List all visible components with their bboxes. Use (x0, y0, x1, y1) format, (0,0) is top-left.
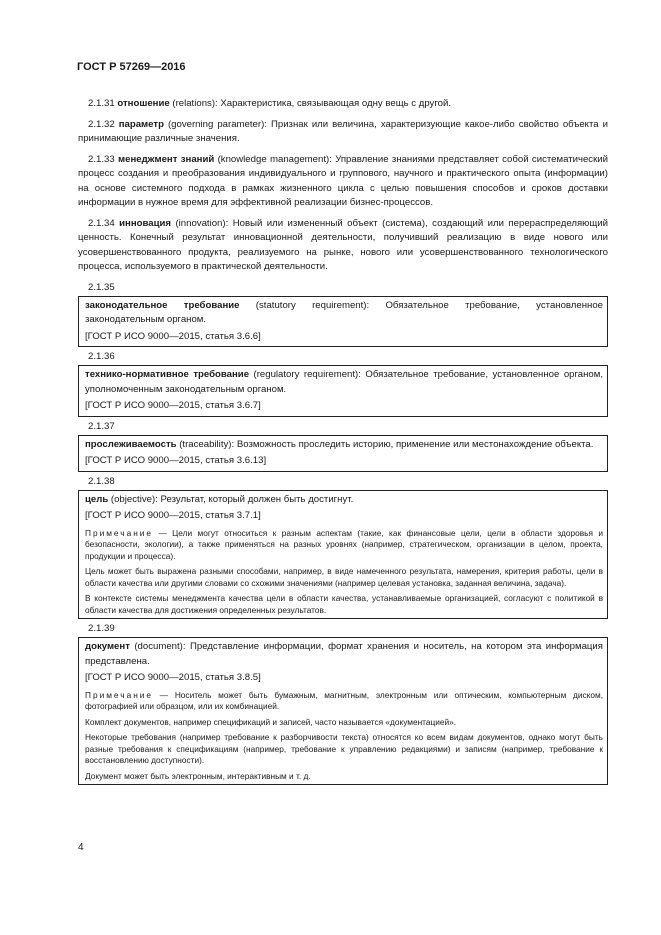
definition-text: Представление информации, формат хранения и носитель, на котором эта информация представлена. (85, 641, 603, 667)
definition-number: 2.1.34 (88, 217, 115, 229)
definition-term: параметр (118, 118, 164, 130)
definition-number: 2.1.33 (88, 153, 115, 165)
definition-body (85, 493, 603, 508)
definition-body (85, 438, 603, 453)
source-reference: [ГОСТ Р ИСО 9000—2015, статья 3.8.5] (85, 672, 261, 683)
definition-box-2-1-39 (78, 637, 608, 785)
definition-text: Обязательное требование, установленное органом, уполномоченным законодательным органом. (85, 369, 604, 395)
note (85, 528, 603, 563)
definition-english: (relations): (169, 98, 221, 109)
definition-term: прослеживаемость (85, 438, 177, 450)
definition-english: (statutory requirement): (239, 299, 386, 311)
definition-term: цель (85, 493, 109, 505)
note-paragraph: Цель может быть выражена разными способами, например, в виде намеченного результата, намерения, критерия работы, цели в области качества или другими словами со схожими значениями (например целевая установка, заданная величина, задача). (85, 566, 603, 588)
definition-number: 2.1.39 (88, 623, 115, 634)
note-label: Примечание (85, 527, 154, 538)
document-header: ГОСТ Р 57269—2016 (77, 61, 186, 73)
source-reference: [ГОСТ Р ИСО 9000—2015, статья 3.6.6] (85, 330, 261, 342)
source-reference: [ГОСТ Р ИСО 9000—2015, статья 3.6.13] (85, 455, 267, 466)
definition-2-1-32 (78, 118, 608, 147)
note-text: — Цели могут относиться к разным аспектам (такие, как финансовые цели, цели в области здоровья и безопасности, экологии), а также применяться на разных уровнях (например, стратегическом, организации в целом, проекта, продукции и процесса). (85, 527, 603, 561)
note (85, 690, 603, 713)
definition-text: Результат, который должен быть достигнут. (160, 493, 354, 505)
definition-text: Новый или измененный объект (система), создающий или перераспределяющий ценность. Конечный результат инновационной деятельности, получивший реализацию в виде нового или усовершенствованного продукта, реализуемого на рынке, нового или усовершенствованного технологического процесса, используемого в практической деятельности. (78, 217, 608, 272)
definition-term: документ (85, 641, 130, 652)
definition-box-2-1-36 (78, 365, 608, 417)
definition-body (85, 640, 603, 669)
definition-2-1-34 (78, 217, 608, 275)
source-reference: [ГОСТ Р ИСО 9000—2015, статья 3.6.7] (85, 400, 261, 411)
source-reference: [ГОСТ Р ИСО 9000—2015, статья 3.7.1] (85, 510, 261, 521)
definition-body (85, 368, 603, 397)
definition-english: (innovation): (171, 217, 233, 229)
note-paragraph: Некоторые требования (например требование к разборчивости текста) относятся ко всем видам документов, однако могут быть разные требования к спецификациям (например, требование к управлению редакциями) и записям (например, требование к восстановлению доступности). (85, 732, 603, 765)
definition-english: (objective): (108, 493, 161, 505)
definition-english: (regulatory requirement): (249, 369, 366, 380)
definition-text: Обязательное требование, установленное законодательным органом. (85, 299, 603, 325)
note-paragraph: Комплект документов, например спецификаций и записей, часто называется «документацией». (85, 716, 457, 727)
definition-number: 2.1.31 (88, 98, 115, 109)
definition-english: (governing parameter): (163, 118, 271, 130)
definition-box-2-1-35 (78, 296, 608, 348)
definition-2-1-31 (78, 97, 608, 112)
definition-box-2-1-37 (78, 435, 608, 472)
definition-english: (knowledge management): (214, 153, 336, 165)
definition-term: менеджмент знаний (118, 153, 215, 165)
definition-text: Характеристика, связывающая одну вещь с другой. (220, 98, 451, 109)
definition-number: 2.1.37 (88, 420, 115, 432)
definition-text: Признак или величина, характеризующие какое-либо свойство объекта и принимающие различные значения. (78, 118, 608, 144)
definition-number: 2.1.32 (88, 118, 115, 130)
definition-number: 2.1.35 (88, 281, 115, 293)
definition-term: законодательное требование (85, 299, 240, 311)
definition-2-1-33 (78, 153, 608, 211)
definition-english: (document): (129, 641, 190, 652)
note-text: — Носитель может быть бумажным, магнитным, электронным или оптическим, компьютерным диском, фотографией или образцом, или их комбинацией. (85, 689, 603, 711)
note-paragraph: В контексте системы менеджмента качества цели в области качества, устанавливаемые организацией, согласуют с политикой в области качества для достижения определенных результатов. (85, 593, 603, 615)
definition-term: инновация (119, 217, 171, 229)
definition-term: технико-нормативное требование (85, 369, 250, 380)
note-paragraph: Документ может быть электронным, интерактивным и т. д. (85, 770, 311, 781)
definition-text: Управление знаниями представляет собой систематический процесс создания и преобразования индивидуального и группового, научного и практического опыта (информации) на основе системного подхода в рамках жизненного цикла с целью повышения способов и сроков доставки информации в нужное время для эффективной реализации бизнес-процессов. (78, 153, 609, 208)
note-label: Примечание (85, 689, 154, 700)
definition-number: 2.1.38 (88, 475, 115, 487)
definition-body (85, 299, 603, 328)
page-number: 4 (78, 842, 84, 853)
definition-english: (traceability): (176, 438, 237, 450)
definition-box-2-1-38 (78, 490, 608, 620)
definition-term: отношение (117, 98, 170, 109)
document-body (78, 97, 608, 788)
definition-text: Возможность проследить историю, применение или местонахождение объекта. (236, 438, 594, 450)
definition-number: 2.1.36 (88, 351, 115, 362)
